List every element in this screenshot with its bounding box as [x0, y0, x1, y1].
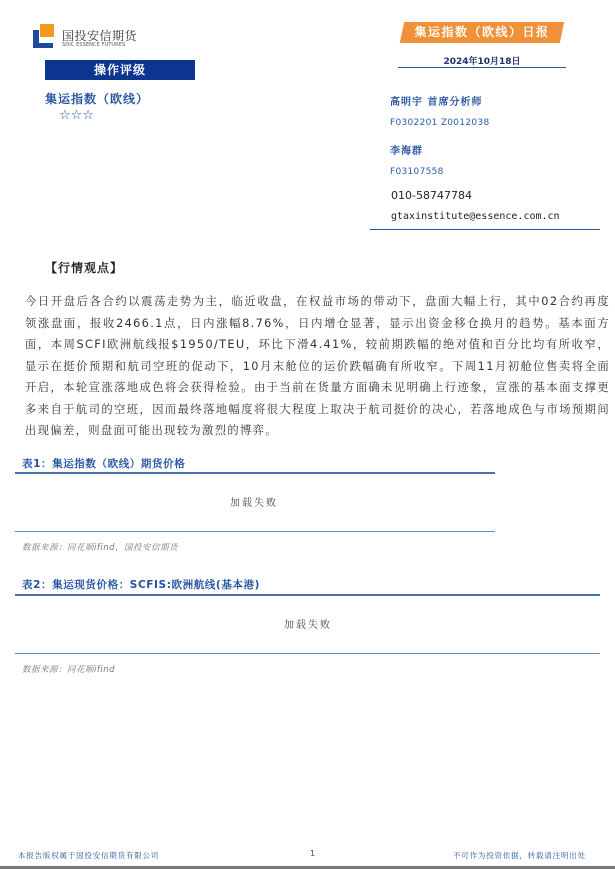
divider — [15, 531, 495, 532]
table-2-source: 数据来源：同花顺ifind — [22, 665, 115, 675]
page-number: 1 — [310, 849, 316, 858]
divider — [370, 229, 600, 230]
table-2-load-failed: 加载失败 — [284, 620, 332, 631]
rating-header: 操作评级 — [45, 60, 195, 80]
logo-en-text: SDIC ESSENCE FUTURES — [62, 42, 126, 48]
logo-mark-icon — [33, 24, 55, 48]
divider — [15, 653, 600, 654]
report-title-banner — [402, 22, 562, 43]
rating-stars-icon: ☆☆☆ — [59, 108, 94, 123]
table-1-load-failed: 加载失败 — [230, 498, 278, 509]
footer-copyright: 本报告版权属于国投安信期货有限公司 — [18, 851, 160, 860]
footer-disclaimer: 不可作为投资依据，转载请注明出处 — [453, 851, 586, 860]
divider — [15, 472, 495, 474]
logo-cn-text: 国投安信期货 — [62, 29, 138, 43]
analyst-id: F0302201 Z0012038 — [390, 118, 490, 128]
divider — [15, 594, 600, 596]
market-commentary: 今日开盘后各合约以震荡走势为主，临近收盘，在权益市场的带动下，盘面大幅上行，其中02合约再度领涨盘面，报收2466.1点，日内涨幅8.76%，日内增仓显著，显示出资金移仓换月的趋势。基本面方面，本周SCFI欧洲航线报$1950/TEU，环比下滑4.41%，较前期跌幅的绝对值和百分比均有所收窄，显示在挺价预期和航司空班的促动下，10月末舱位的运价跌幅确有所收窄。下周11月初舱位售卖将全面开启，本轮宣涨落地成色将会获得检验。由于当前在货量方面确未见明确上行迹象，宣涨的基本面支撑更多来自于航司的空班，因而最终落地幅度将很大程度上取决于航司挺价的决心，若落地成色与市场预期间出现偏差，则盘面可能出现较为激烈的博弈。 — [25, 295, 610, 437]
report-date: 2024年10月18日 — [443, 57, 521, 67]
contact-phone: 010-58747784 — [391, 189, 472, 202]
table-2-title: 表2：集运现货价格：SCFIS:欧洲航线(基本港) — [22, 579, 261, 591]
analyst-id: F03107558 — [390, 167, 444, 177]
rating-product: 集运指数（欧线） — [45, 92, 150, 106]
company-logo — [33, 24, 143, 50]
report-title: 集运指数（欧线）日报 — [414, 25, 550, 39]
table-1-source: 数据来源：同花顺ifind，国投安信期货 — [22, 543, 178, 553]
table-1-title: 表1：集运指数（欧线）期货价格 — [22, 458, 186, 470]
analyst-name: 高明宇 首席分析师 — [390, 97, 483, 108]
section-title: 【行情观点】 — [45, 261, 124, 275]
analyst-name: 李海群 — [390, 146, 423, 157]
contact-email[interactable]: gtaxinstitute@essence.com.cn — [391, 211, 560, 222]
footer-divider — [0, 866, 615, 869]
divider — [398, 67, 566, 68]
